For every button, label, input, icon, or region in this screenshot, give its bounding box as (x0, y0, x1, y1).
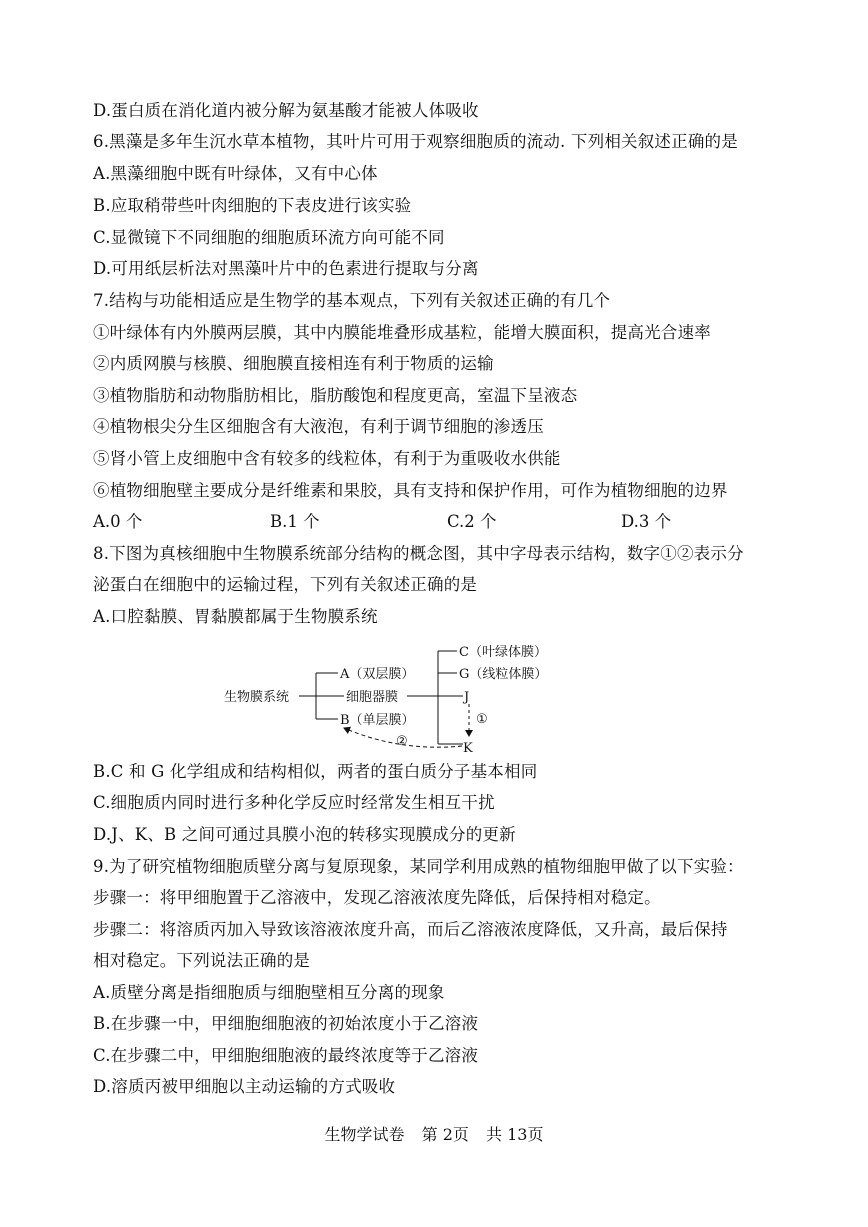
statement-1: ①叶绿体有内外膜两层膜，其中内膜能堆叠形成基粒，能增大膜面积，提高光合速率 (93, 323, 711, 342)
option-9c: C.在步骤二中，甲细胞细胞液的最终浓度等于乙溶液 (93, 1046, 479, 1065)
diagram-c-label: C（叶绿体膜） (459, 645, 547, 660)
diagram-step-2: ② (396, 734, 408, 749)
statement-4: ④植物根尖分生区细胞含有大液泡，有利于调节细胞的渗透压 (93, 417, 544, 436)
option-6a: A.黑藻细胞中既有叶绿体，又有中心体 (93, 164, 378, 183)
option-9d: D.溶质丙被甲细胞以主动运输的方式吸收 (93, 1077, 396, 1096)
option-7b: B.1 个 (270, 512, 320, 531)
statement-6: ⑥植物细胞壁主要成分是纤维素和果胶，具有支持和保护作用，可作为植物细胞的边界 (93, 481, 728, 500)
diagram-organelle-label: 细胞器膜 (346, 690, 399, 705)
diagram-g-label: G（线粒体膜） (459, 667, 548, 682)
statement-3: ③植物脂肪和动物脂肪相比，脂肪酸饱和程度更高，室温下呈液态 (93, 386, 578, 405)
option-8b: B.C 和 G 化学组成和结构相似，两者的蛋白质分子基本相同 (93, 762, 538, 781)
diagram-b-label: B（单层膜） (340, 713, 415, 728)
page-footer (0, 1124, 868, 1146)
question-7-stem: 7.结构与功能相适应是生物学的基本观点，下列有关叙述正确的有几个 (93, 291, 611, 310)
option-6c: C.显微镜下不同细胞的细胞质环流方向可能不同 (93, 228, 445, 247)
diagram-root-label: 生物膜系统 (224, 690, 290, 705)
option-8d: D.J、K、B 之间可通过具膜小泡的转移实现膜成分的更新 (93, 825, 516, 844)
option-5d: D.蛋白质在消化道内被分解为氨基酸才能被人体吸收 (93, 101, 479, 120)
statement-5: ⑤肾小管上皮细胞中含有较多的线粒体，有利于为重吸收水供能 (93, 449, 561, 468)
option-8a: A.口腔黏膜、胃黏膜都属于生物膜系统 (93, 607, 378, 626)
footer-total: 共 13页 (486, 1125, 544, 1144)
option-7a: A.0 个 (93, 512, 143, 531)
question-8-stem-1: 8.下图为真核细胞中生物膜系统部分结构的概念图，其中字母表示结构，数字①②表示分 (93, 544, 744, 563)
question-9-stem: 9.为了研究植物细胞质壁分离与复原现象，某同学利用成熟的植物细胞甲做了以下实验： (93, 857, 744, 876)
footer-page: 第 2页 (421, 1125, 469, 1144)
statement-2: ②内质网膜与核膜、细胞膜直接相连有利于物质的运输 (93, 354, 494, 373)
question-8-stem-2: 泌蛋白在细胞中的运输过程，下列有关叙述正确的是 (93, 575, 478, 594)
question-6-stem: 6.黑藻是多年生沉水草本植物，其叶片可用于观察细胞质的流动. 下列相关叙述正确的是 (93, 132, 738, 151)
option-8c: C.细胞质内同时进行多种化学反应时经常发生相互干扰 (93, 793, 495, 812)
step-2-line-1: 步骤二：将溶质丙加入导致该溶液浓度升高，而后乙溶液浓度降低，又升高，最后保持 (93, 920, 728, 939)
diagram-k-label: K (463, 741, 473, 756)
step-2-line-2: 相对稳定。下列说法正确的是 (93, 951, 311, 970)
option-7c: C.2 个 (447, 512, 497, 531)
option-9b: B.在步骤一中，甲细胞细胞液的初始浓度小于乙溶液 (93, 1014, 479, 1033)
option-7d: D.3 个 (621, 512, 672, 531)
option-6d: D.可用纸层析法对黑藻叶片中的色素进行提取与分离 (93, 259, 479, 278)
diagram-step-1: ① (476, 712, 488, 727)
diagram-a-label: A（双层膜） (340, 667, 415, 682)
step-1: 步骤一：将甲细胞置于乙溶液中，发现乙溶液浓度先降低，后保持相对稳定。 (93, 888, 661, 907)
option-9a: A.质壁分离是指细胞质与细胞壁相互分离的现象 (93, 983, 445, 1002)
footer-subject: 生物学试卷 (324, 1125, 405, 1144)
diagram-j-label: J (464, 690, 470, 705)
option-6b: B.应取稍带些叶肉细胞的下表皮进行该实验 (93, 196, 412, 215)
